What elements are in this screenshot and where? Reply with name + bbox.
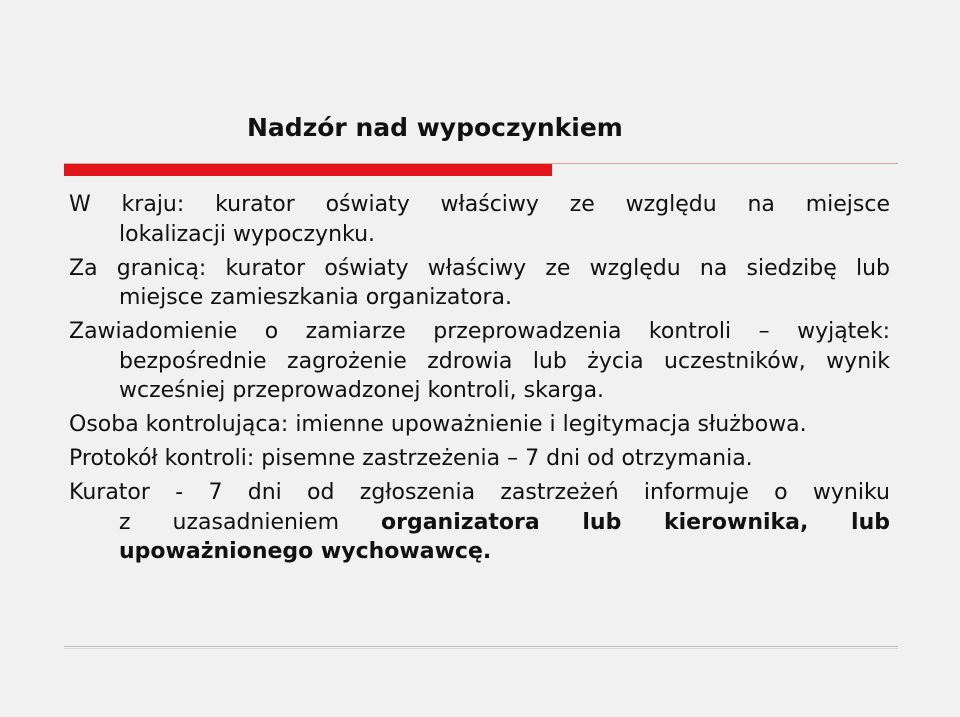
item-line: wcześniej przeprowadzonej kontroli, skarga. xyxy=(119,378,605,403)
item-text-bold: upoważnionego wychowawcę. xyxy=(119,539,492,564)
item-text-bold: organizatora lub kierownika, lub xyxy=(381,509,890,535)
item-line: Za granicą: kurator oświaty właściwy ze względu na siedzibę lub xyxy=(69,255,890,281)
item-line: Zawiadomienie o zamiarze przeprowadzenia kontroli – wyjątek: xyxy=(69,319,890,344)
list-item xyxy=(69,444,890,474)
item-line: lokalizacji wypoczynku. xyxy=(119,221,376,247)
title-accent-bar xyxy=(64,164,552,176)
slide-title: Nadzór nad wypoczynkiem xyxy=(247,113,623,142)
list-item xyxy=(69,317,890,406)
item-line xyxy=(69,537,890,567)
item-line: Protokół kontroli: pisemne zastrzeżenia – 7 dni od otrzymania. xyxy=(69,446,753,471)
list-item xyxy=(69,254,890,313)
list-item xyxy=(69,410,890,440)
footer-divider xyxy=(64,646,898,649)
item-line xyxy=(69,508,890,538)
item-line xyxy=(69,478,890,508)
item-line: Osoba kontrolująca: imienne upoważnienie i legitymacja służbowa. xyxy=(69,412,807,437)
item-line: W kraju: kurator oświaty właściwy ze względu na miejsce xyxy=(69,192,890,217)
item-line: miejsce zamieszkania organizatora. xyxy=(119,285,513,310)
list-item xyxy=(69,478,890,567)
item-text: Kurator - 7 dni od zgłoszenia zastrzeżeń informuje o wyniku xyxy=(69,480,890,505)
item-text: z uzasadnieniem xyxy=(119,509,340,535)
item-line: bezpośrednie zagrożenie zdrowia lub życia uczestników, wynik xyxy=(119,348,890,374)
list-item xyxy=(69,190,890,249)
slide-body xyxy=(69,190,890,567)
